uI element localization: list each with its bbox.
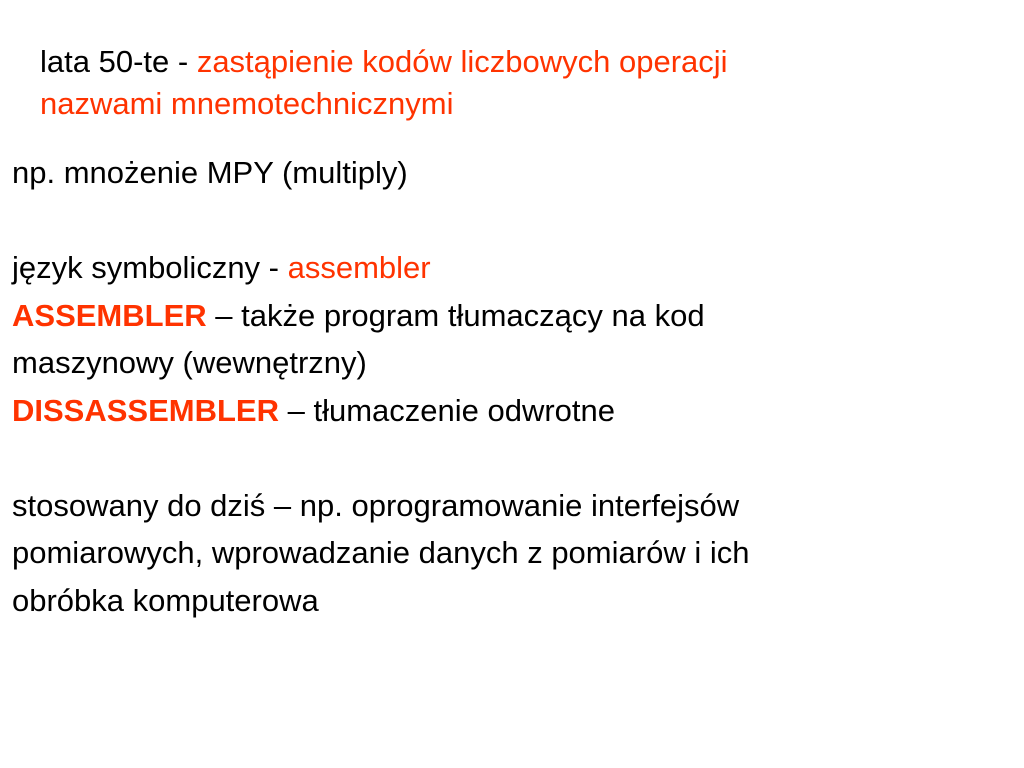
symbolic-prefix: język symboliczny - [12,250,288,285]
spacer [12,434,1012,482]
disassembler-line [12,387,1012,435]
intro-highlight-1: zastąpienie kodów liczbowych operacji [196,44,728,79]
assembler-line-1 [12,292,1012,340]
intro-prefix: lata 50-te - [40,44,197,79]
intro-highlight-2: nazwami mnemotechnicznymi [40,86,454,121]
assembler-description-1: – także program tłumaczący na kod [206,297,705,333]
assembler-line-2: maszynowy (wewnętrzny) [12,345,367,380]
example-line: np. mnożenie MPY (multiply) [12,155,408,190]
body-text [12,149,1012,624]
intro-paragraph [40,41,1000,125]
assembler-term: ASSEMBLER [12,297,207,333]
usage-line-2: pomiarowych, wprowadzanie danych z pomiarów i ich [12,535,750,570]
spacer [12,197,1012,245]
symbolic-term: assembler [287,250,431,285]
usage-line-1: stosowany do dziś – np. oprogramowanie interfejsów [12,487,740,523]
disassembler-term: DISSASSEMBLER [12,392,279,428]
intro-line-1 [40,41,1000,83]
symbolic-language-line [12,244,1012,292]
usage-line-3: obróbka komputerowa [12,582,319,618]
disassembler-description: – tłumaczenie odwrotne [278,392,616,428]
